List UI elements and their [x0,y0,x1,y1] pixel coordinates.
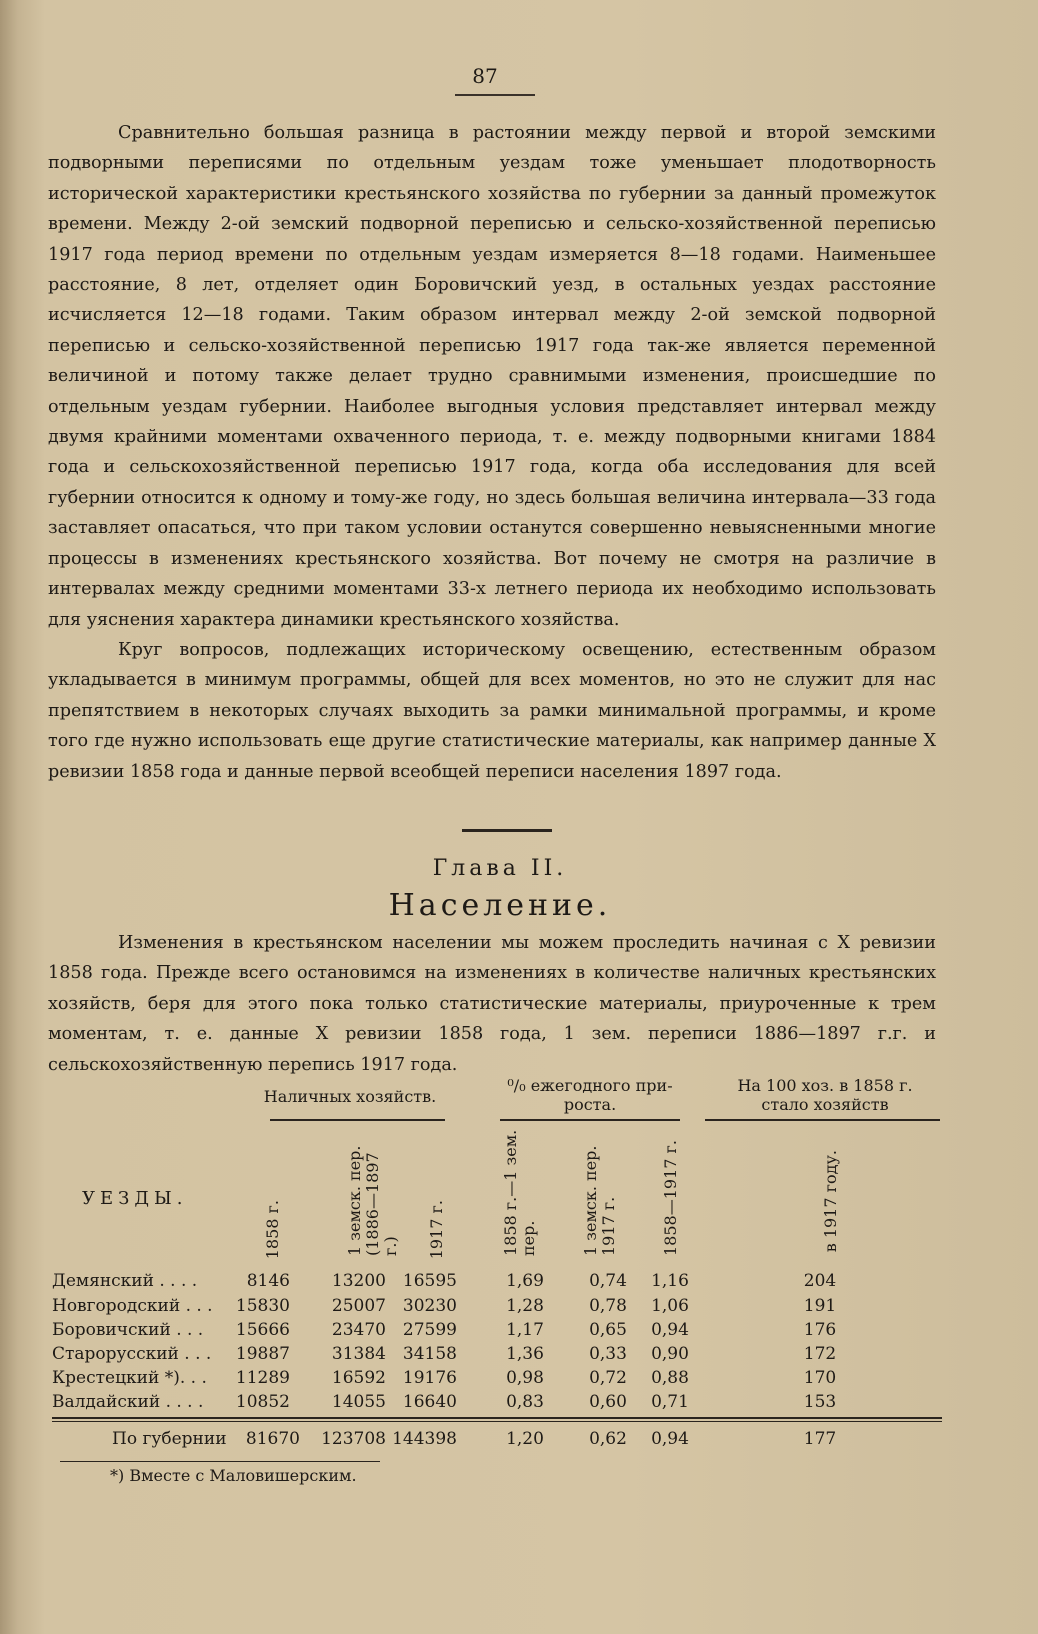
cell-growth-1: 1,17 [506,1320,544,1340]
cell-zem: 23470 [331,1320,386,1340]
table-row [0,1296,1038,1320]
cell-1858: 11289 [235,1368,290,1388]
total-rule [52,1421,942,1422]
cell-1917: 27599 [402,1320,457,1340]
cell-name: Старорусский . . . [52,1344,212,1364]
cell-1858: 15830 [235,1296,290,1316]
cell-1858: 19887 [235,1344,290,1364]
header-per100-line2: стало хозяйств [761,1095,889,1114]
footnote: *) Вместе с Маловишерским. [110,1466,357,1485]
paragraph: Изменения в крестьянском населении мы можем проследить начиная с X ревизии 1858 года. Прежде всего остановимся на изменениях в количестве наличных крестьянских хозяйств, беря для этого пока только статистические материалы, приуроченные к трем моментам, т. е. данные X ревизии 1858 года, 1 зем. переписи 1886—1897 г.г. и сельскохозяйственную перепись 1917 года. [48,933,936,1075]
cell-per100: 204 [803,1271,837,1291]
cell-growth-2: 0,62 [589,1429,627,1449]
cell-growth-3: 1,06 [651,1296,689,1316]
section-separator [462,829,552,832]
body-text-top [48,118,936,787]
page-number: 87 [472,64,498,88]
cell-growth-3: 0,88 [651,1368,689,1388]
cell-growth-2: 0,65 [589,1320,627,1340]
cell-growth-2: 0,74 [589,1271,627,1291]
cell-zem: 123708 [321,1429,386,1449]
table-total-row [0,1429,1038,1453]
cell-name: Валдайский . . . . [52,1392,204,1412]
cell-growth-2: 0,33 [589,1344,627,1364]
cell-1858: 10852 [235,1392,290,1412]
cell-1917: 34158 [402,1344,457,1364]
cell-per100: 191 [803,1296,837,1316]
paragraph: Круг вопросов, подлежащих историческому освещению, естественным образом укладывается в минимум программы, общей для всех моментов, но это не служит для нас препятствием в некоторых случаях выходить за рамки минимальной программы, и кроме того где нужно использовать еще другие статистические материалы, как например данные X ревизии 1858 года и данные первой всеобщей переписи населения 1897 года. [48,639,936,782]
chapter-heading: Глава II. [432,856,568,881]
cell-growth-1: 0,98 [506,1368,544,1388]
body-text-intro [48,928,936,1080]
col-header-growth-2: 1 земск. пер. 1917 г. [581,1145,618,1256]
cell-growth-1: 1,28 [506,1296,544,1316]
cell-per100: 172 [803,1344,837,1364]
cell-1917: 19176 [402,1368,457,1388]
cell-name: Крестецкий *). . . [52,1368,207,1388]
table-row [0,1320,1038,1344]
col-header-zem1: 1 земск. пер. (1886—1897 г.) [345,1145,400,1256]
header-growth-line1: ⁰/₀ ежегодного при- [507,1076,673,1095]
cell-growth-3: 0,94 [651,1429,689,1449]
cell-per100: 177 [803,1429,837,1449]
cell-growth-3: 0,94 [651,1320,689,1340]
cell-1858: 8146 [246,1271,290,1291]
section-title: Население. [388,888,612,923]
cell-1858: 15666 [235,1320,290,1340]
cell-growth-1: 1,36 [506,1344,544,1364]
col-header-1858: 1858 г. [263,1200,282,1260]
footnote-rule [60,1461,380,1462]
cell-growth-2: 0,72 [589,1368,627,1388]
header-per100-line1: На 100 хоз. в 1858 г. [737,1076,913,1095]
cell-1917: 16595 [402,1271,457,1291]
cell-name: Демянский . . . . [52,1271,198,1291]
group-rule [270,1119,445,1121]
cell-growth-3: 0,90 [651,1344,689,1364]
cell-growth-1: 0,83 [506,1392,544,1412]
cell-growth-3: 0,71 [651,1392,689,1412]
paragraph: Сравнительно большая разница в растоянии между первой и второй земскими подворными переписями по отдельным уездам тоже уменьшает плодотворность исторической характеристики крестьянского хозяйства по губернии за данный промежуток времени. Между 2-ой земский подворной переписью и сельско-хозяйственной переписью 1917 года период времени по отдельным уездам измеряется 8—18 годами. Наименьшее расстояние, 8 лет, отделяет один Боровичский уезд, в остальных уездах расстояние исчисляется 12—18 годами. Таким образом интервал между 2-ой земской подворной переписью и сельско-хозяйственной переписью 1917 года так-же является переменной величиной и потому также делает трудно сравнимыми изменения, происшедшие по отдельным уездам губернии. Наиболее выгодныя условия представляет интервал между двумя крайними моментами охваченного периода, т. е. между подворными книгами 1884 года и сельскохозяйственной переписью 1917 года, когда оба исследования для всей губернии относится к одному и тому-же году, но здесь большая величина интервала—33 года заставляет опасаться, что при таком условии останутся совершенно невыясненными многие процессы в изменениях крестьянского хозяйства. Вот почему не смотря на различие в интервалах между средними моментами 33-х летнего периода их необходимо использовать для уяснения характера динамики крестьянского хозяйства. [48,123,936,630]
cell-name: Новгородский . . . [52,1296,213,1316]
cell-growth-3: 1,16 [651,1271,689,1291]
cell-1917: 16640 [402,1392,457,1412]
cell-growth-1: 1,20 [506,1429,544,1449]
cell-growth-1: 1,69 [506,1271,544,1291]
col-header-growth-3: 1858—1917 г. [661,1140,680,1256]
cell-per100: 153 [803,1392,837,1412]
cell-per100: 170 [803,1368,837,1388]
header-growth-line2: роста. [563,1095,617,1114]
cell-1917: 144398 [392,1429,457,1449]
total-rule [52,1417,942,1419]
cell-growth-2: 0,60 [589,1392,627,1412]
cell-name: Боровичский . . . [52,1320,204,1340]
row-header: УЕЗДЫ. [82,1188,188,1209]
col-header-growth-1: 1858 г.—1 зем. пер. [501,1129,538,1256]
cell-1917: 30230 [402,1296,457,1316]
header-households: Наличных хозяйств. [263,1087,437,1106]
cell-total-name: По губернии [112,1429,227,1449]
col-header-per100: в 1917 году. [821,1150,840,1253]
cell-per100: 176 [803,1320,837,1340]
cell-zem: 25007 [331,1296,386,1316]
page-number-rule [455,94,535,96]
table-row [0,1392,1038,1416]
cell-zem: 31384 [331,1344,386,1364]
table-row [0,1344,1038,1368]
group-rule [500,1119,680,1121]
cell-1858: 81670 [245,1429,300,1449]
table-row [0,1368,1038,1392]
cell-zem: 16592 [331,1368,386,1388]
cell-growth-2: 0,78 [589,1296,627,1316]
group-rule [705,1119,940,1121]
col-header-1917: 1917 г. [427,1200,446,1260]
cell-zem: 13200 [331,1271,386,1291]
cell-zem: 14055 [331,1392,386,1412]
table-row [0,1271,1038,1295]
